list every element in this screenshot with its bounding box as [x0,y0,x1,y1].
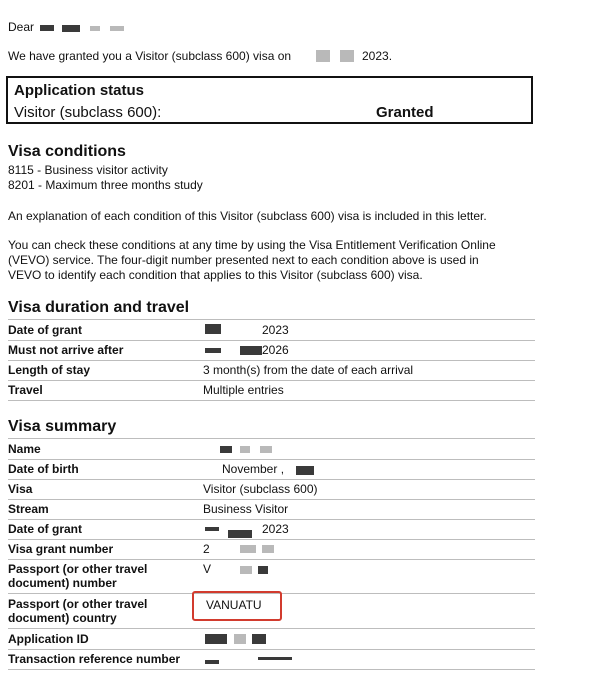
duration-section-title: Visa duration and travel [8,299,190,316]
row-label: Name [8,442,41,456]
row-label: Travel [8,383,43,397]
condition-item: 8115 - Business visitor activity [8,163,168,177]
row-value: 3 month(s) from the date of each arrival [203,363,414,377]
row-value: 2023 [262,522,289,536]
redacted-id-block [234,634,246,644]
redacted-name-block [62,25,80,32]
summary-row-date-of-birth [8,459,535,480]
application-status-title: Application status [14,82,145,99]
row-label: Date of grant [8,522,83,536]
redacted-name-block [220,446,232,453]
summary-row-passport-number [8,559,535,594]
application-status-label: Visitor (subclass 600): [14,104,162,121]
redacted-date-block [340,50,354,62]
redacted-date-block [205,527,219,531]
grant-sentence-text: We have granted you a Visitor (subclass 600) visa on [8,49,292,63]
redacted-number-block [240,545,256,553]
redacted-ref-block [205,660,219,664]
summary-row-application-id [8,629,535,650]
visa-conditions-title: Visa conditions [8,143,126,160]
row-label: Visa [8,482,33,496]
vevo-paragraph-line: You can check these conditions at any time by using the Visa Entitlement Verification Online [8,238,496,252]
row-label: Transaction reference number [8,652,181,666]
greeting-text: Dear [8,20,35,34]
passport-country-highlight-box [192,591,282,621]
row-label: Stream [8,502,49,516]
summary-row-stream [8,499,535,520]
redacted-name-block [90,26,100,31]
explanation-paragraph: An explanation of each condition of this Visitor (subclass 600) visa is included in this letter. [8,209,487,223]
grant-sentence [8,49,291,63]
row-value: November , [222,462,285,476]
redacted-name-block [260,446,272,453]
row-label: Application ID [8,632,89,646]
row-label: Length of stay [8,363,91,377]
row-value: Visitor (subclass 600) [203,482,318,496]
row-value: 2 [203,542,210,556]
row-value: V [203,562,212,576]
row-label: Must not arrive after [8,343,124,357]
redacted-date-block [205,348,221,353]
redacted-date-block [205,324,221,334]
application-status-value: Granted [376,104,434,121]
row-label: Visa grant number [8,542,114,556]
redacted-id-block [252,634,266,644]
redacted-date-block [296,466,314,475]
duration-row-must-not-arrive [8,340,535,361]
passport-country-value: VANUATU [206,598,262,612]
summary-row-visa [8,479,535,500]
redacted-name-block [240,446,250,453]
redacted-date-block [240,346,262,355]
redacted-id-block [205,634,227,644]
row-value: 2026 [262,343,289,357]
row-value: Business Visitor [203,502,289,516]
row-value: Multiple entries [203,383,284,397]
summary-section-title: Visa summary [8,418,117,435]
grant-year: 2023. [362,49,393,63]
duration-row-travel [8,380,535,401]
redacted-number-block [262,545,274,553]
redacted-date-block [316,50,330,62]
redacted-number-block [258,566,268,574]
vevo-paragraph-line: VEVO to identify each condition that applies to this Visitor (subclass 600) visa. [8,268,423,282]
redacted-ref-block [258,657,292,660]
redacted-number-block [240,566,252,574]
row-label: Date of grant [8,323,83,337]
greeting [8,20,34,34]
condition-item: 8201 - Maximum three months study [8,178,203,192]
summary-row-date-of-grant [8,519,535,540]
application-status-box [6,76,533,124]
redacted-name-block [110,26,124,31]
vevo-paragraph-line: (VEVO) service. The four-digit number presented next to each condition above is used in [8,253,479,267]
duration-row-date-of-grant [8,320,535,341]
redacted-date-block [228,530,252,538]
row-label: Passport (or other travel document) country [8,597,148,625]
row-label: Date of birth [8,462,79,476]
duration-row-length-of-stay [8,360,535,381]
row-label: Passport (or other travel document) number [8,562,148,590]
row-value: 2023 [262,323,289,337]
redacted-name-block [40,25,54,31]
